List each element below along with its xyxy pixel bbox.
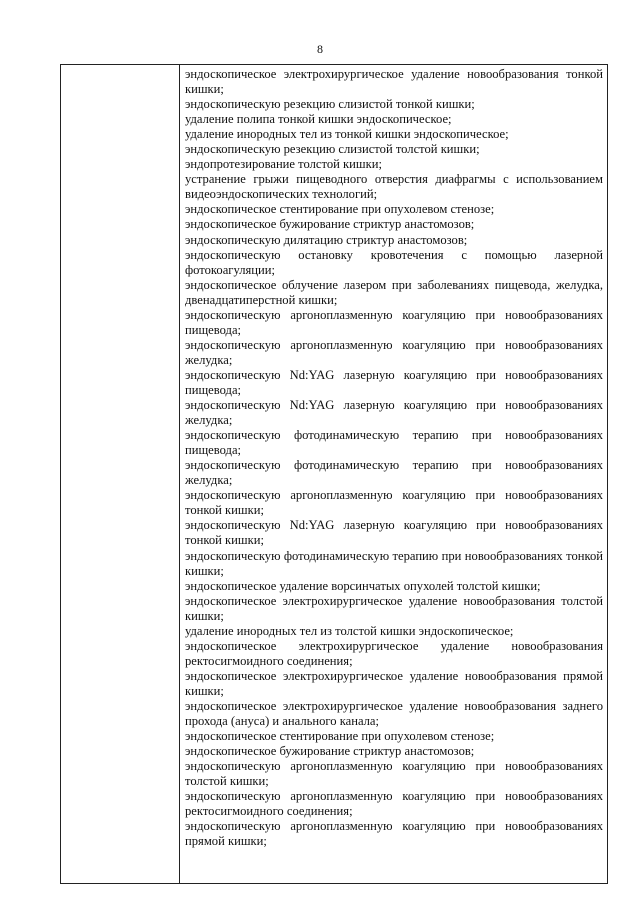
procedure-item: эндоскопическую Nd:YAG лазерную коагуляцию при новообразованиях желудка;: [185, 398, 603, 428]
procedure-item: эндоскопическую остановку кровотечения с помощью лазерной фотокоагуляции;: [185, 247, 603, 277]
procedure-item: эндоскопическую аргоноплазменную коагуляцию при новообразованиях желудка;: [185, 337, 603, 367]
procedure-item: эндоскопическую фотодинамическую терапию при новообразованиях тонкой кишки;: [185, 548, 603, 578]
procedure-item: эндоскопическое электрохирургическое удаление новообразования тонкой кишки;: [185, 67, 603, 97]
procedure-item: эндоскопическую аргоноплазменную коагуляцию при новообразованиях прямой кишки;: [185, 819, 603, 849]
procedure-item: эндоскопическую Nd:YAG лазерную коагуляцию при новообразованиях пищевода;: [185, 367, 603, 397]
procedure-item: эндоскопическое бужирование стриктур анастомозов;: [185, 744, 475, 759]
procedure-item: эндоскопическую резекцию слизистой тонкой кишки;: [185, 97, 475, 112]
procedure-item: эндоскопическую фотодинамическую терапию при новообразованиях пищевода;: [185, 428, 603, 458]
procedure-item: эндоскопическую Nd:YAG лазерную коагуляцию при новообразованиях тонкой кишки;: [185, 518, 603, 548]
procedure-item: эндоскопическое удаление ворсинчатых опухолей толстой кишки;: [185, 578, 541, 593]
procedure-item: эндоскопическую аргоноплазменную коагуляцию при новообразованиях тонкой кишки;: [185, 488, 603, 518]
procedure-item: эндоскопическую резекцию слизистой толстой кишки;: [185, 142, 480, 157]
procedure-item: эндоскопическую аргоноплазменную коагуляцию при новообразованиях ректосигмоидного соединения;: [185, 789, 603, 819]
procedure-item: эндоскопическую аргоноплазменную коагуляцию при новообразованиях пищевода;: [185, 307, 603, 337]
page-number: 8: [317, 42, 323, 56]
procedure-item: устранение грыжи пищеводного отверстия диафрагмы с использованием видеоэндоскопических технологий;: [185, 172, 603, 202]
procedure-item: эндопротезирование толстой кишки;: [185, 157, 382, 172]
column-divider: [179, 65, 180, 883]
procedures-table: [60, 64, 608, 884]
procedure-item: эндоскопическое бужирование стриктур анастомозов;: [185, 217, 475, 232]
procedure-item: эндоскопическое электрохирургическое удаление новообразования прямой кишки;: [185, 668, 603, 698]
procedure-item: эндоскопическое стентирование при опухолевом стенозе;: [185, 202, 495, 217]
procedure-item: удаление полипа тонкой кишки эндоскопическое;: [185, 112, 452, 127]
procedure-item: эндоскопическое электрохирургическое удаление новообразования толстой кишки;: [185, 593, 603, 623]
procedure-item: удаление инородных тел из толстой кишки эндоскопическое;: [185, 623, 514, 638]
procedures-cell: [185, 67, 603, 883]
procedure-item: эндоскопическую дилятацию стриктур анастомозов;: [185, 232, 468, 247]
procedure-item: эндоскопическое стентирование при опухолевом стенозе;: [185, 729, 495, 744]
procedure-item: эндоскопическую аргоноплазменную коагуляцию при новообразованиях толстой кишки;: [185, 759, 603, 789]
procedure-item: эндоскопическое электрохирургическое удаление новообразования заднего прохода (ануса) и анального канала;: [185, 698, 603, 729]
procedure-item: эндоскопическое электрохирургическое удаление новообразования ректосигмоидного соединения;: [185, 638, 603, 668]
procedure-item: удаление инородных тел из тонкой кишки эндоскопическое;: [185, 127, 509, 142]
procedure-item: эндоскопическую фотодинамическую терапию при новообразованиях желудка;: [185, 458, 603, 488]
procedure-item: эндоскопическое облучение лазером при заболеваниях пищевода, желудка, двенадцатиперстной кишки;: [185, 277, 603, 307]
